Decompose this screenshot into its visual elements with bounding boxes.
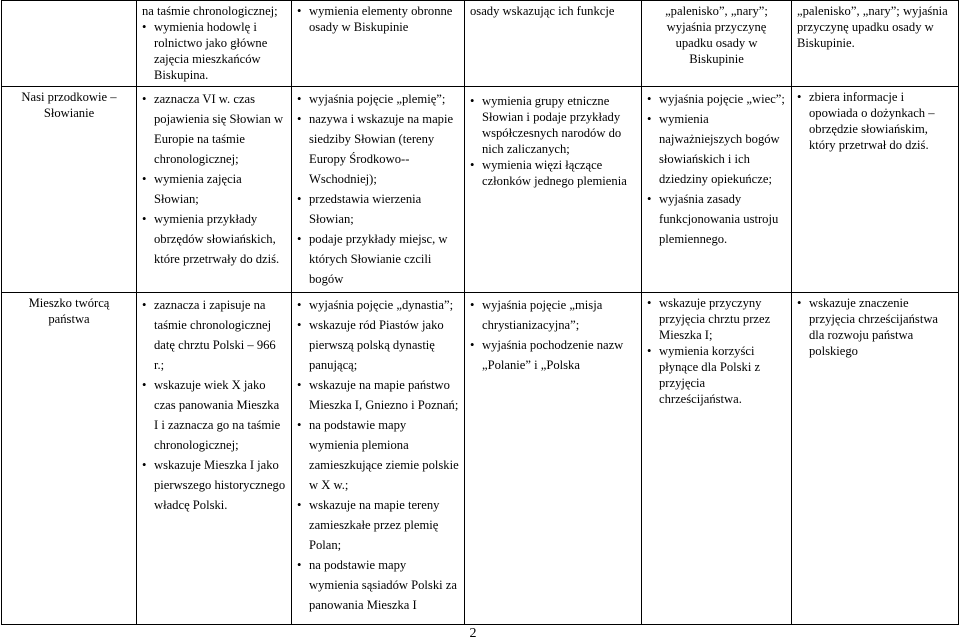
requirement-item: • wskazuje na mapie tereny zamieszkałe przez plemię Polan; (297, 495, 459, 555)
requirement-cell-c5 (792, 293, 959, 625)
requirement-cell-c2 (292, 1, 465, 87)
requirement-item: • wymienia elementy obronne osady w Biskupinie (297, 3, 459, 35)
requirement-item: • wyjaśnia zasady funkcjonowania ustroju plemiennego. (647, 189, 786, 249)
requirement-list (647, 89, 786, 249)
requirement-item: • wyjaśnia pojęcie „wiec”; (647, 89, 786, 109)
requirement-cell-c5 (792, 1, 959, 87)
requirement-cell-c3 (465, 87, 642, 293)
requirement-item: • wymienia przykłady obrzędów słowiańskich, które przetrwały do dziś. (142, 209, 286, 269)
requirement-item: • zaznacza VI w. czas pojawienia się Słowian w Europie na taśmie chronologicznej; (142, 89, 286, 169)
requirement-item: • wyjaśnia pochodzenie nazw „Polanie” i „Polska (470, 335, 636, 375)
requirement-item: • wyjaśnia pojęcie „dynastia”; (297, 295, 459, 315)
requirement-list (142, 295, 286, 515)
requirement-item: • wskazuje ród Piastów jako pierwszą polską dynastię panującą; (297, 315, 459, 375)
topic-cell (2, 1, 137, 87)
requirement-list (797, 295, 953, 359)
requirement-list (142, 3, 286, 83)
requirement-item: • nazywa i wskazuje na mapie siedziby Słowian (tereny Europy Środkowo--Wschodniej); (297, 109, 459, 189)
requirement-list (142, 89, 286, 269)
requirement-list (797, 89, 953, 153)
requirement-item: • wymienia więzi łączące członków jednego plemienia (470, 157, 636, 189)
requirement-item: „palenisko”, „nary”; wyjaśnia przyczynę upadku osady w Biskupinie (665, 4, 768, 66)
requirement-item: • na podstawie mapy wymienia sąsiadów Polski za panowania Mieszka I (297, 555, 459, 615)
requirement-item: • wskazuje znaczenie przyjęcia chrześcijaństwa dla rozwoju państwa polskiego (797, 295, 953, 359)
requirement-item: • na podstawie mapy wymienia plemiona zamieszkujące ziemie polskie w X w.; (297, 415, 459, 495)
requirement-item: • wyjaśnia pojęcie „misja chrystianizacyjna”; (470, 295, 636, 335)
requirement-item: • wskazuje Mieszka I jako pierwszego historycznego władcę Polski. (142, 455, 286, 515)
requirement-cell-c1 (137, 1, 292, 87)
requirement-cell-c2 (292, 293, 465, 625)
requirement-list (297, 295, 459, 615)
requirement-list (470, 3, 636, 19)
requirement-list (470, 295, 636, 375)
requirement-cell-c3 (465, 293, 642, 625)
requirement-item: na taśmie chronologicznej; (142, 4, 278, 18)
requirement-cell-c2 (292, 87, 465, 293)
requirement-cell-c4 (642, 293, 792, 625)
requirement-list (797, 3, 953, 51)
requirement-item: • zbiera informacje i opowiada o dożynkach – obrzędzie słowiańskim, który przetrwał do dziś. (797, 89, 953, 153)
requirement-item: • zaznacza i zapisuje na taśmie chronologicznej datę chrztu Polski – 966 r.; (142, 295, 286, 375)
requirement-list (470, 93, 636, 189)
requirement-cell-c4 (642, 1, 792, 87)
requirement-cell-c4 (642, 87, 792, 293)
requirement-item: „palenisko”, „nary”; wyjaśnia przyczynę upadku osady w Biskupinie. (797, 4, 948, 50)
requirement-list (647, 3, 786, 67)
requirement-item: • wskazuje na mapie państwo Mieszka I, Gniezno i Poznań; (297, 375, 459, 415)
requirement-item: • wymienia hodowlę i rolnictwo jako główne zajęcia mieszkańców Biskupina. (142, 19, 286, 83)
requirement-item: • wymienia najważniejszych bogów słowiańskich i ich dziedziny opiekuńcze; (647, 109, 786, 189)
requirement-item: • wymienia grupy etniczne Słowian i podaje przykłady współczesnych narodów do nich zaliczanych; (470, 93, 636, 157)
requirement-item: osady wskazując ich funkcje (470, 4, 615, 18)
requirement-item: • podaje przykłady miejsc, w których Słowianie czcili bogów (297, 229, 459, 289)
page-number: 2 (469, 626, 477, 641)
topic-cell: Nasi przodkowie – Słowianie (2, 87, 137, 293)
requirement-item: • przedstawia wierzenia Słowian; (297, 189, 459, 229)
requirement-item: • wymienia zajęcia Słowian; (142, 169, 286, 209)
requirement-item: • wyjaśnia pojęcie „plemię”; (297, 89, 459, 109)
requirement-list (297, 89, 459, 289)
requirement-cell-c3 (465, 1, 642, 87)
requirement-item: • wymienia korzyści płynące dla Polski z przyjęcia chrześcijaństwa. (647, 343, 786, 407)
table-row (2, 1, 959, 87)
requirement-item: • wskazuje wiek X jako czas panowania Mieszka I i zaznacza go na taśmie chronologicznej; (142, 375, 286, 455)
requirement-item: • wskazuje przyczyny przyjęcia chrztu przez Mieszka I; (647, 295, 786, 343)
curriculum-table (1, 0, 959, 625)
requirement-cell-c5 (792, 87, 959, 293)
requirement-list (297, 3, 459, 35)
requirement-cell-c1 (137, 87, 292, 293)
table-row (2, 87, 959, 293)
requirement-list (647, 295, 786, 407)
topic-cell: Mieszko twórcą państwa (2, 293, 137, 625)
table-row (2, 293, 959, 625)
requirement-cell-c1 (137, 293, 292, 625)
